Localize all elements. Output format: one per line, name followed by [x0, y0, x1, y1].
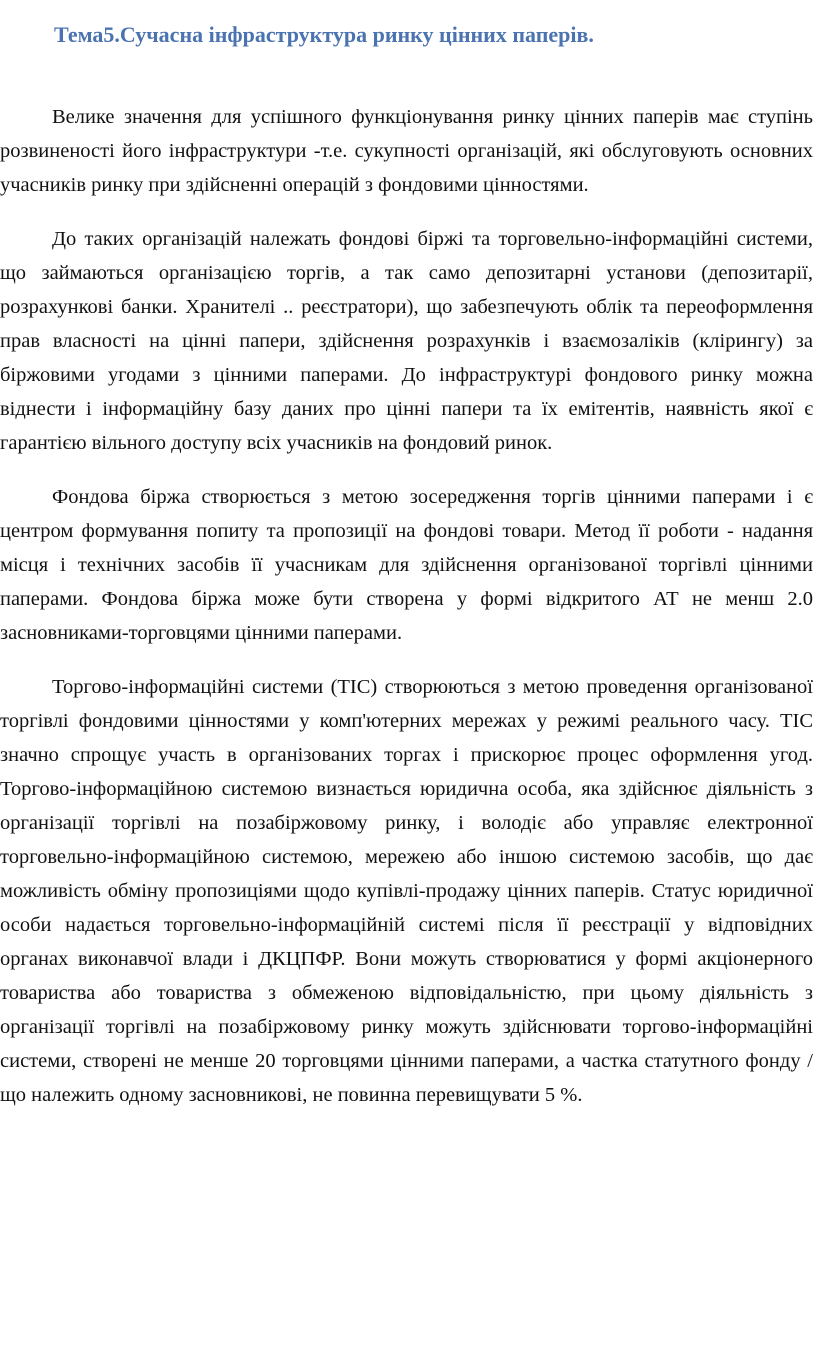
paragraph-stock-exchange: Фондова біржа створюється з метою зосередження торгів цінними паперами і є центром формування попиту та пропозиції на фондові товари. Метод її роботи - надання місця і технічних засобів її учасникам для здійснення організованої торгівлі цінними паперами. Фондова біржа може бути створена у формі відкритого АТ не менш 2.0 засновниками-торговцями цінними паперами.: [0, 486, 813, 644]
paragraph-infrastructure-importance: Велике значення для успішного функціонування ринку цінних паперів має ступінь розвиненості його інфраструктури -т.е. сукупності організацій, які обслуговують основних учасників ринку при здійсненні операцій з фондовими цінностями.: [0, 106, 813, 196]
paragraph-trading-information-systems: Торгово-інформаційні системи (ТІС) створюються з метою проведення організованої торгівлі фондовими цінностями у комп'ютерних мережах у режимі реального часу. ТІС значно спрощує участь в організованих торгах і прискорює процес оформлення угод. Торгово-інформаційною системою визнається юридична особа, яка здійснює діяльність з організації торгівлі на позабіржовому ринку, і володіє або управляє електронної торговельно-інформаційною системою, мережею або іншою системою засобів, що дає можливість обміну пропозиціями щодо купівлі-продажу цінних паперів. Статус юридичної особи надається торговельно-інформаційній системі після її реєстрації у відповідних органах виконавчої влади і ДКЦПФР. Вони можуть створюватися у формі акціонерного товариства або товариства з обмеженою відповідальністю, при цьому діяльність з організації торгівлі на позабіржовому ринку можуть здійснювати торгово-інформаційні системи, створені не менше 20 торговцями цінними паперами, а частка статутного фонду / що належить одному засновникові, не повинна перевищувати 5 %.: [0, 676, 813, 1106]
page-title: Тема5.Сучасна інфраструктура ринку цінних паперів.: [54, 22, 594, 47]
document-body: [0, 100, 816, 1132]
paragraph-infrastructure-organizations: До таких організацій належать фондові біржі та торговельно-інформаційні системи, що займаються організацією торгів, а так само депозитарні установи (депозитарії, розрахункові банки. Хранителі .. реєстратори), що забезпечують облік та переоформлення прав власності на цінні папери, здійснення розрахунків і взаємозаліків (клірингу) за біржовими угодами з цінними паперами. До інфраструктурі фондового ринку можна віднести і інформаційну базу даних про цінні папери та їх емітентів, наявність якої є гарантією вільного доступу всіх учасників на фондовий ринок.: [0, 228, 813, 454]
